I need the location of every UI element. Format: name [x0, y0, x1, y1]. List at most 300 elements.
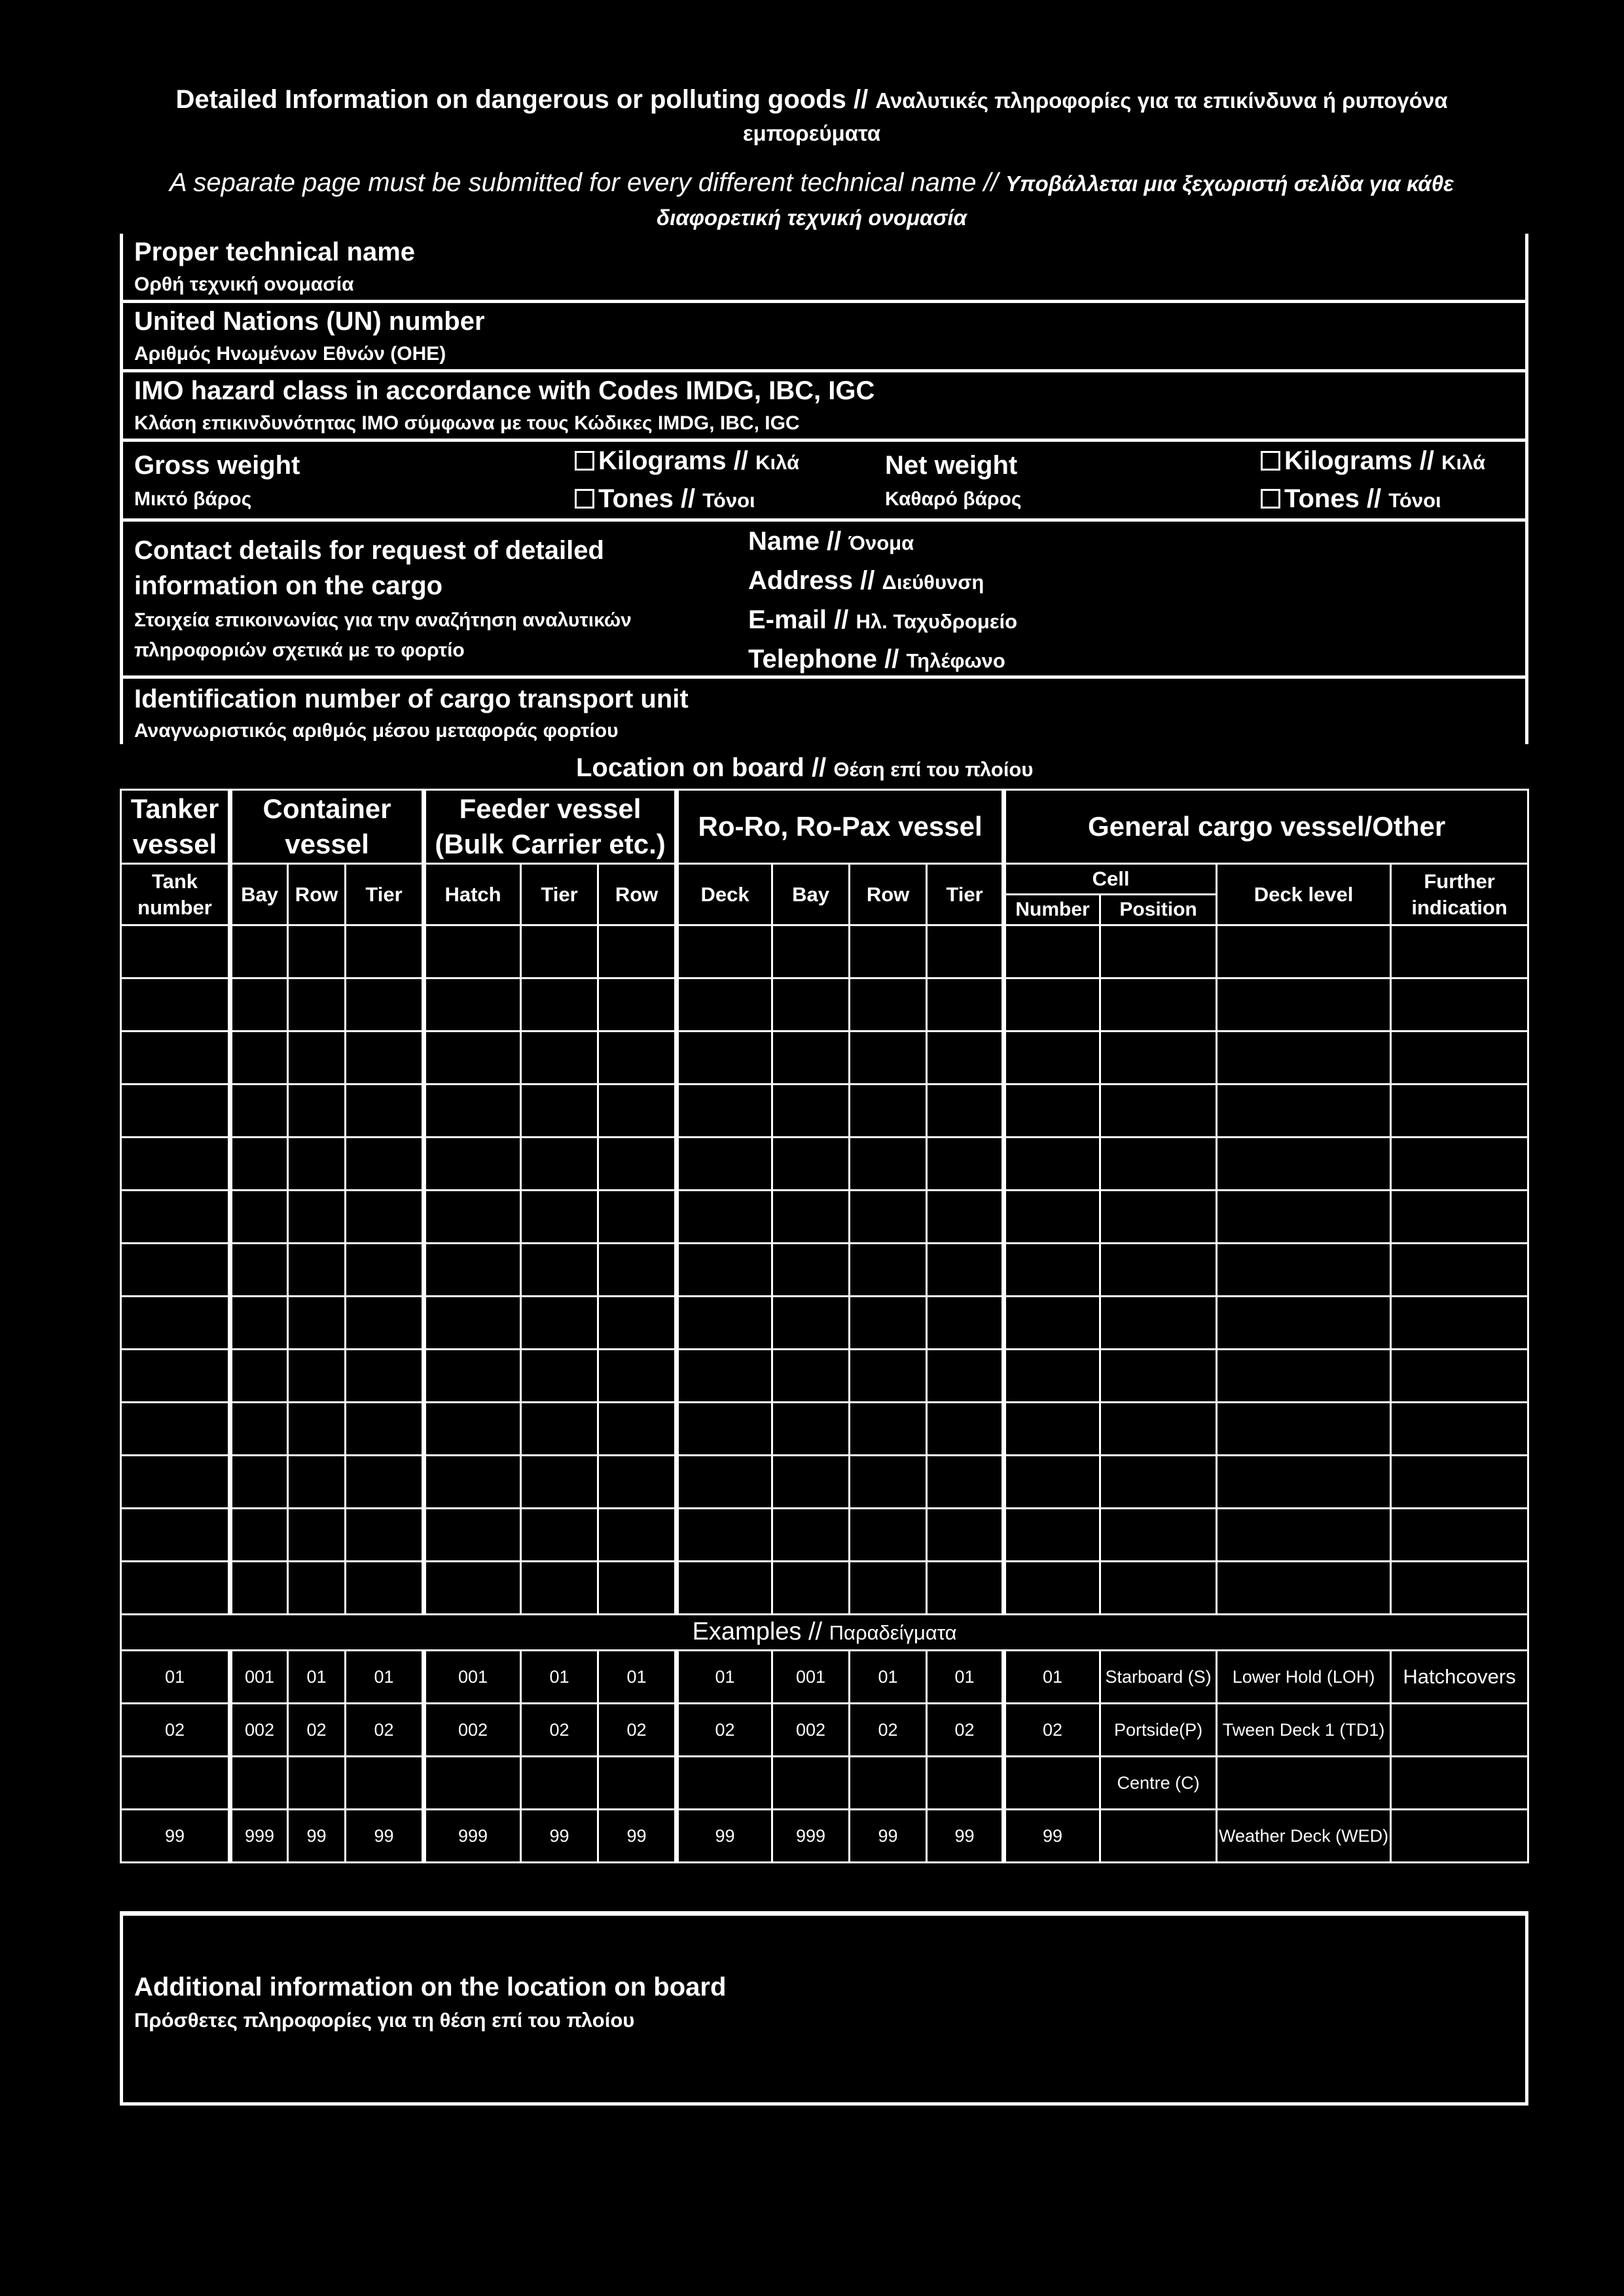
example-cell: Portside(P)	[1100, 1704, 1217, 1757]
col-further-indication: Further indication	[1391, 864, 1528, 925]
col-cell-position: Position	[1100, 895, 1217, 925]
entry-cell[interactable]	[598, 1456, 677, 1509]
entry-cell[interactable]	[598, 1244, 677, 1297]
entry-cell[interactable]	[1004, 1138, 1100, 1191]
entry-cell[interactable]	[424, 1244, 521, 1297]
example-cell: 02	[598, 1704, 677, 1757]
entry-cell[interactable]	[1391, 1138, 1528, 1191]
entry-row	[121, 978, 1528, 1031]
entry-cell[interactable]	[772, 925, 850, 978]
entry-cell[interactable]	[927, 1031, 1004, 1085]
example-cell: 002	[424, 1704, 521, 1757]
entry-cell[interactable]	[1217, 978, 1391, 1031]
entry-cell[interactable]	[850, 1138, 927, 1191]
divider	[120, 300, 1528, 303]
kilograms-label: Kilograms //	[1284, 446, 1434, 475]
example-cell	[850, 1757, 927, 1810]
entry-cell[interactable]	[521, 1403, 598, 1456]
page-subtitle	[118, 166, 1506, 234]
name-label: Name //	[748, 527, 842, 556]
entry-cell[interactable]	[1217, 1244, 1391, 1297]
contact-label-gr-line1: Στοιχεία επικοινωνίας για την αναζήτηση αναλυτικών	[134, 609, 632, 631]
entry-cell[interactable]	[230, 1191, 288, 1244]
entry-cell[interactable]	[121, 1403, 230, 1456]
entry-cell[interactable]	[121, 1297, 230, 1350]
entry-cell[interactable]	[598, 1403, 677, 1456]
example-cell	[927, 1757, 1004, 1810]
entry-row	[121, 1085, 1528, 1138]
entry-cell[interactable]	[1391, 1562, 1528, 1615]
example-cell: 002	[772, 1704, 850, 1757]
entry-cell[interactable]	[424, 1085, 521, 1138]
email-label-gr: Ηλ. Ταχυδρομείο	[856, 610, 1018, 633]
entry-row	[121, 1562, 1528, 1615]
entry-cell[interactable]	[1100, 1244, 1217, 1297]
entry-cell[interactable]	[1391, 1350, 1528, 1403]
entry-cell[interactable]	[927, 978, 1004, 1031]
entry-cell[interactable]	[346, 1297, 424, 1350]
entry-cell[interactable]	[1100, 1509, 1217, 1562]
entry-cell[interactable]	[121, 1138, 230, 1191]
entry-cell[interactable]	[121, 1509, 230, 1562]
entry-cell[interactable]	[598, 1138, 677, 1191]
entry-cell[interactable]	[1391, 1297, 1528, 1350]
entry-cell[interactable]	[346, 1191, 424, 1244]
example-cell: 99	[121, 1810, 230, 1863]
entry-cell[interactable]	[1100, 1403, 1217, 1456]
entry-cell[interactable]	[1100, 1191, 1217, 1244]
net-tones-option[interactable]	[1261, 483, 1441, 516]
transport-unit-label: Identification number of cargo transport unit	[134, 685, 689, 713]
entry-cell[interactable]	[288, 1031, 346, 1085]
entry-cell[interactable]	[521, 1562, 598, 1615]
entry-cell[interactable]	[521, 1085, 598, 1138]
col-deck-level: Deck level	[1217, 864, 1391, 925]
entry-cell[interactable]	[1100, 1297, 1217, 1350]
example-cell: Centre (C)	[1100, 1757, 1217, 1810]
entry-cell[interactable]	[1004, 1031, 1100, 1085]
entry-cell[interactable]	[1100, 1456, 1217, 1509]
entry-cell[interactable]	[288, 1191, 346, 1244]
example-row	[121, 1810, 1528, 1863]
example-cell	[1391, 1704, 1528, 1757]
email-label: E-mail //	[748, 605, 849, 634]
entry-cell[interactable]	[230, 1509, 288, 1562]
entry-cell[interactable]	[850, 1085, 927, 1138]
entry-cell[interactable]	[1217, 1456, 1391, 1509]
col-deck: Deck	[677, 864, 772, 925]
entry-cell[interactable]	[346, 1562, 424, 1615]
entry-cell[interactable]	[598, 1297, 677, 1350]
example-cell: 01	[598, 1651, 677, 1704]
entry-cell[interactable]	[1100, 1031, 1217, 1085]
entry-cell[interactable]	[677, 978, 772, 1031]
entry-cell[interactable]	[1004, 1191, 1100, 1244]
entry-cell[interactable]	[288, 978, 346, 1031]
col-tier: Tier	[346, 864, 424, 925]
entry-cell[interactable]	[424, 1350, 521, 1403]
net-tones-checkbox[interactable]	[1261, 489, 1280, 509]
example-cell	[121, 1757, 230, 1810]
example-cell: Hatchcovers	[1391, 1651, 1528, 1704]
entry-cell[interactable]	[521, 925, 598, 978]
entry-cell[interactable]	[598, 1085, 677, 1138]
entry-cell[interactable]	[677, 1350, 772, 1403]
example-cell	[424, 1757, 521, 1810]
entry-cell[interactable]	[288, 1244, 346, 1297]
entry-cell[interactable]	[772, 1297, 850, 1350]
entry-cell[interactable]	[1004, 1403, 1100, 1456]
entry-cell[interactable]	[1100, 925, 1217, 978]
entry-cell[interactable]	[927, 1085, 1004, 1138]
entry-cell[interactable]	[1217, 1562, 1391, 1615]
entry-cell[interactable]	[927, 1191, 1004, 1244]
entry-cell[interactable]	[230, 1350, 288, 1403]
entry-cell[interactable]	[346, 1031, 424, 1085]
entry-cell[interactable]	[230, 1031, 288, 1085]
entry-cell[interactable]	[850, 1456, 927, 1509]
entry-cell[interactable]	[1391, 1509, 1528, 1562]
entry-cell[interactable]	[927, 1456, 1004, 1509]
example-cell	[598, 1757, 677, 1810]
entry-cell[interactable]	[850, 1509, 927, 1562]
entry-cell[interactable]	[1004, 1297, 1100, 1350]
entry-cell[interactable]	[1217, 1191, 1391, 1244]
net-kilograms-option[interactable]	[1261, 445, 1485, 478]
example-cell	[346, 1757, 424, 1810]
entry-cell[interactable]	[424, 1562, 521, 1615]
entry-cell[interactable]	[288, 1297, 346, 1350]
entry-cell[interactable]	[424, 1456, 521, 1509]
entry-cell[interactable]	[772, 1085, 850, 1138]
column-header-row	[121, 864, 1528, 895]
entry-cell[interactable]	[850, 1031, 927, 1085]
entry-row	[121, 1244, 1528, 1297]
example-cell	[1391, 1757, 1528, 1810]
entry-cell[interactable]	[772, 1031, 850, 1085]
subtitle-en: A separate page must be submitted for every different technical name //	[170, 168, 998, 197]
net-kilograms-checkbox[interactable]	[1261, 451, 1280, 471]
entry-cell[interactable]	[521, 1191, 598, 1244]
col-tank-number: Tank number	[121, 864, 230, 925]
entry-cell[interactable]	[1100, 978, 1217, 1031]
entry-cell[interactable]	[1217, 1297, 1391, 1350]
entry-cell[interactable]	[424, 1191, 521, 1244]
entry-cell[interactable]	[1391, 1085, 1528, 1138]
feeder-vessel-header	[424, 790, 677, 864]
entry-row	[121, 1456, 1528, 1509]
entry-cell[interactable]	[772, 1138, 850, 1191]
net-weight-label-gr: Καθαρό βάρος	[885, 488, 1022, 510]
entry-cell[interactable]	[521, 1456, 598, 1509]
entry-cell[interactable]	[1391, 1191, 1528, 1244]
tones-label: Tones //	[1284, 484, 1382, 513]
entry-cell[interactable]	[424, 1138, 521, 1191]
entry-cell[interactable]	[1217, 1350, 1391, 1403]
entry-cell[interactable]	[1004, 1085, 1100, 1138]
example-cell: 01	[850, 1651, 927, 1704]
col-bay: Bay	[230, 864, 288, 925]
entry-cell[interactable]	[121, 978, 230, 1031]
entry-row	[121, 1297, 1528, 1350]
example-cell: 99	[521, 1810, 598, 1863]
entry-cell[interactable]	[230, 925, 288, 978]
entry-cell[interactable]	[850, 1297, 927, 1350]
entry-cell[interactable]	[772, 1562, 850, 1615]
entry-cell[interactable]	[346, 925, 424, 978]
entry-cell[interactable]	[850, 1403, 927, 1456]
gross-tones-checkbox[interactable]	[575, 489, 594, 509]
entry-cell[interactable]	[346, 1244, 424, 1297]
entry-cell[interactable]	[677, 1509, 772, 1562]
entry-cell[interactable]	[850, 1244, 927, 1297]
entry-cell[interactable]	[677, 1085, 772, 1138]
entry-cell[interactable]	[121, 1562, 230, 1615]
entry-cell[interactable]	[772, 1191, 850, 1244]
entry-cell[interactable]	[521, 1244, 598, 1297]
entry-cell[interactable]	[288, 1350, 346, 1403]
example-cell: 99	[598, 1810, 677, 1863]
entry-cell[interactable]	[927, 1350, 1004, 1403]
entry-cell[interactable]	[850, 978, 927, 1031]
entry-cell[interactable]	[230, 1244, 288, 1297]
entry-cell[interactable]	[772, 1244, 850, 1297]
entry-cell[interactable]	[1217, 1509, 1391, 1562]
entry-cell[interactable]	[598, 1191, 677, 1244]
entry-cell[interactable]	[598, 978, 677, 1031]
example-cell: 001	[424, 1651, 521, 1704]
entry-cell[interactable]	[424, 1509, 521, 1562]
entry-cell[interactable]	[346, 978, 424, 1031]
entry-cell[interactable]	[927, 1244, 1004, 1297]
entry-cell[interactable]	[1100, 1138, 1217, 1191]
entry-cell[interactable]	[346, 1456, 424, 1509]
entry-row	[121, 1191, 1528, 1244]
entry-cell[interactable]	[772, 1456, 850, 1509]
entry-cell[interactable]	[677, 1138, 772, 1191]
example-cell	[521, 1757, 598, 1810]
entry-cell[interactable]	[230, 1562, 288, 1615]
container-vessel-header: Container vessel	[230, 790, 424, 864]
entry-row	[121, 1138, 1528, 1191]
example-cell: 02	[121, 1704, 230, 1757]
entry-cell[interactable]	[1100, 1562, 1217, 1615]
entry-cell[interactable]	[121, 1191, 230, 1244]
entry-cell[interactable]	[1004, 978, 1100, 1031]
entry-cell[interactable]	[424, 1297, 521, 1350]
example-cell: 01	[677, 1651, 772, 1704]
tones-label-gr: Τόνοι	[1388, 489, 1441, 512]
entry-cell[interactable]	[1391, 925, 1528, 978]
entry-cell[interactable]	[1100, 1350, 1217, 1403]
example-cell	[1004, 1757, 1100, 1810]
entry-cell[interactable]	[1004, 1244, 1100, 1297]
entry-cell[interactable]	[121, 1244, 230, 1297]
entry-cell[interactable]	[288, 1456, 346, 1509]
entry-cell[interactable]	[121, 1085, 230, 1138]
entry-cell[interactable]	[521, 1297, 598, 1350]
entry-cell[interactable]	[1100, 1085, 1217, 1138]
entry-cell[interactable]	[230, 1138, 288, 1191]
gross-kilograms-option[interactable]	[575, 445, 799, 478]
entry-cell[interactable]	[1004, 925, 1100, 978]
entry-cell[interactable]	[288, 925, 346, 978]
entry-cell[interactable]	[1391, 978, 1528, 1031]
example-cell: 02	[850, 1704, 927, 1757]
entry-cell[interactable]	[1391, 1244, 1528, 1297]
entry-cell[interactable]	[677, 925, 772, 978]
example-cell	[772, 1757, 850, 1810]
entry-cell[interactable]	[598, 1562, 677, 1615]
example-cell: 01	[927, 1651, 1004, 1704]
entry-cell[interactable]	[677, 1456, 772, 1509]
entry-cell[interactable]	[927, 1509, 1004, 1562]
gross-kilograms-checkbox[interactable]	[575, 451, 594, 471]
example-cell: Tween Deck 1 (TD1)	[1217, 1704, 1391, 1757]
example-cell: Starboard (S)	[1100, 1651, 1217, 1704]
entry-cell[interactable]	[1004, 1562, 1100, 1615]
entry-cell[interactable]	[121, 925, 230, 978]
entry-cell[interactable]	[1217, 1031, 1391, 1085]
gross-weight-label-gr: Μικτό βάρος	[134, 488, 252, 510]
entry-cell[interactable]	[1391, 1403, 1528, 1456]
entry-cell[interactable]	[288, 1085, 346, 1138]
entry-cell[interactable]	[288, 1403, 346, 1456]
entry-cell[interactable]	[677, 1191, 772, 1244]
entry-cell[interactable]	[677, 1403, 772, 1456]
entry-cell[interactable]	[677, 1031, 772, 1085]
examples-header-row	[121, 1615, 1528, 1651]
entry-cell[interactable]	[677, 1297, 772, 1350]
col-row: Row	[288, 864, 346, 925]
entry-cell[interactable]	[1004, 1509, 1100, 1562]
entry-cell[interactable]	[424, 978, 521, 1031]
entry-cell[interactable]	[927, 1403, 1004, 1456]
entry-cell[interactable]	[230, 1297, 288, 1350]
entry-cell[interactable]	[927, 1562, 1004, 1615]
example-cell: 02	[677, 1704, 772, 1757]
additional-info-label-gr: Πρόσθετες πληροφορίες για τη θέση επί του πλοίου	[134, 2009, 635, 2032]
page-title	[151, 84, 1473, 149]
example-cell: 01	[521, 1651, 598, 1704]
entry-cell[interactable]	[850, 1191, 927, 1244]
entry-cell[interactable]	[288, 1509, 346, 1562]
gross-tones-option[interactable]	[575, 483, 755, 516]
entry-cell[interactable]	[772, 1403, 850, 1456]
feeder-vessel-header-line2: (Bulk Carrier etc.)	[435, 829, 666, 859]
entry-cell[interactable]	[927, 925, 1004, 978]
tones-label-gr: Τόνοι	[702, 489, 755, 512]
entry-cell[interactable]	[1217, 1403, 1391, 1456]
entry-cell[interactable]	[1004, 1350, 1100, 1403]
entry-cell[interactable]	[1217, 925, 1391, 978]
address-label: Address //	[748, 566, 875, 595]
entry-cell[interactable]	[521, 1509, 598, 1562]
entry-cell[interactable]	[424, 1031, 521, 1085]
un-number-label-gr: Αριθμός Ηνωμένων Εθνών (ΟΗΕ)	[134, 343, 446, 365]
telephone-label-gr: Τηλέφωνο	[906, 649, 1005, 672]
entry-cell[interactable]	[850, 1350, 927, 1403]
col-cell-number: Number	[1004, 895, 1100, 925]
entry-cell[interactable]	[927, 1297, 1004, 1350]
entry-cell[interactable]	[121, 1031, 230, 1085]
entry-cell[interactable]	[772, 1350, 850, 1403]
entry-cell[interactable]	[927, 1138, 1004, 1191]
entry-cell[interactable]	[121, 1350, 230, 1403]
entry-cell[interactable]	[598, 1350, 677, 1403]
entry-cell[interactable]	[230, 978, 288, 1031]
entry-cell[interactable]	[598, 1509, 677, 1562]
address-label-gr: Διεύθυνση	[882, 571, 984, 594]
entry-cell[interactable]	[521, 1350, 598, 1403]
example-cell	[1217, 1757, 1391, 1810]
entry-cell[interactable]	[230, 1085, 288, 1138]
entry-row	[121, 1509, 1528, 1562]
contact-label-gr-line2: πληροφοριών σχετικά με το φορτίο	[134, 639, 465, 661]
entry-cell[interactable]	[521, 978, 598, 1031]
entry-cell[interactable]	[598, 925, 677, 978]
entry-cell[interactable]	[521, 1138, 598, 1191]
example-cell: 02	[346, 1704, 424, 1757]
entry-cell[interactable]	[230, 1403, 288, 1456]
col-hatch: Hatch	[424, 864, 521, 925]
title-en: Detailed Information on dangerous or polluting goods //	[175, 85, 869, 114]
entry-cell[interactable]	[346, 1509, 424, 1562]
example-cell: Weather Deck (WED)	[1217, 1810, 1391, 1863]
entry-cell[interactable]	[1004, 1456, 1100, 1509]
entry-cell[interactable]	[677, 1244, 772, 1297]
entry-cell[interactable]	[288, 1138, 346, 1191]
entry-cell[interactable]	[677, 1562, 772, 1615]
example-cell: 001	[230, 1651, 288, 1704]
subtitle-gr: Υποβάλλεται μια ξεχωριστή σελίδα για κάθε διαφορετική τεχνική ονομασία	[656, 171, 1454, 230]
entry-cell[interactable]	[850, 1562, 927, 1615]
entry-cell[interactable]	[1391, 1456, 1528, 1509]
entry-cell[interactable]	[850, 925, 927, 978]
entry-cell[interactable]	[424, 1403, 521, 1456]
col-tier: Tier	[927, 864, 1004, 925]
entry-cell[interactable]	[346, 1085, 424, 1138]
kilograms-label-gr: Κιλά	[1441, 451, 1485, 474]
entry-cell[interactable]	[230, 1456, 288, 1509]
example-cell	[230, 1757, 288, 1810]
entry-cell[interactable]	[521, 1031, 598, 1085]
location-title-en: Location on board //	[576, 753, 827, 782]
kilograms-label-gr: Κιλά	[755, 451, 799, 474]
technical-name-label-gr: Ορθή τεχνική ονομασία	[134, 274, 354, 295]
entry-cell[interactable]	[346, 1350, 424, 1403]
example-cell: 999	[230, 1810, 288, 1863]
entry-cell[interactable]	[598, 1031, 677, 1085]
entry-cell[interactable]	[772, 978, 850, 1031]
entry-cell[interactable]	[288, 1562, 346, 1615]
entry-cell[interactable]	[346, 1403, 424, 1456]
technical-name-label: Proper technical name	[134, 238, 416, 266]
entry-cell[interactable]	[1217, 1138, 1391, 1191]
contact-email	[748, 603, 1017, 638]
entry-cell[interactable]	[1391, 1031, 1528, 1085]
entry-cell[interactable]	[346, 1138, 424, 1191]
entry-cell[interactable]	[121, 1456, 230, 1509]
examples-label-en: Examples //	[692, 1618, 823, 1645]
entry-cell[interactable]	[424, 925, 521, 978]
feeder-vessel-header-line1: Feeder vessel	[459, 793, 641, 824]
example-cell	[288, 1757, 346, 1810]
entry-cell[interactable]	[1217, 1085, 1391, 1138]
col-row: Row	[598, 864, 677, 925]
entry-cell[interactable]	[772, 1509, 850, 1562]
entry-row	[121, 1403, 1528, 1456]
